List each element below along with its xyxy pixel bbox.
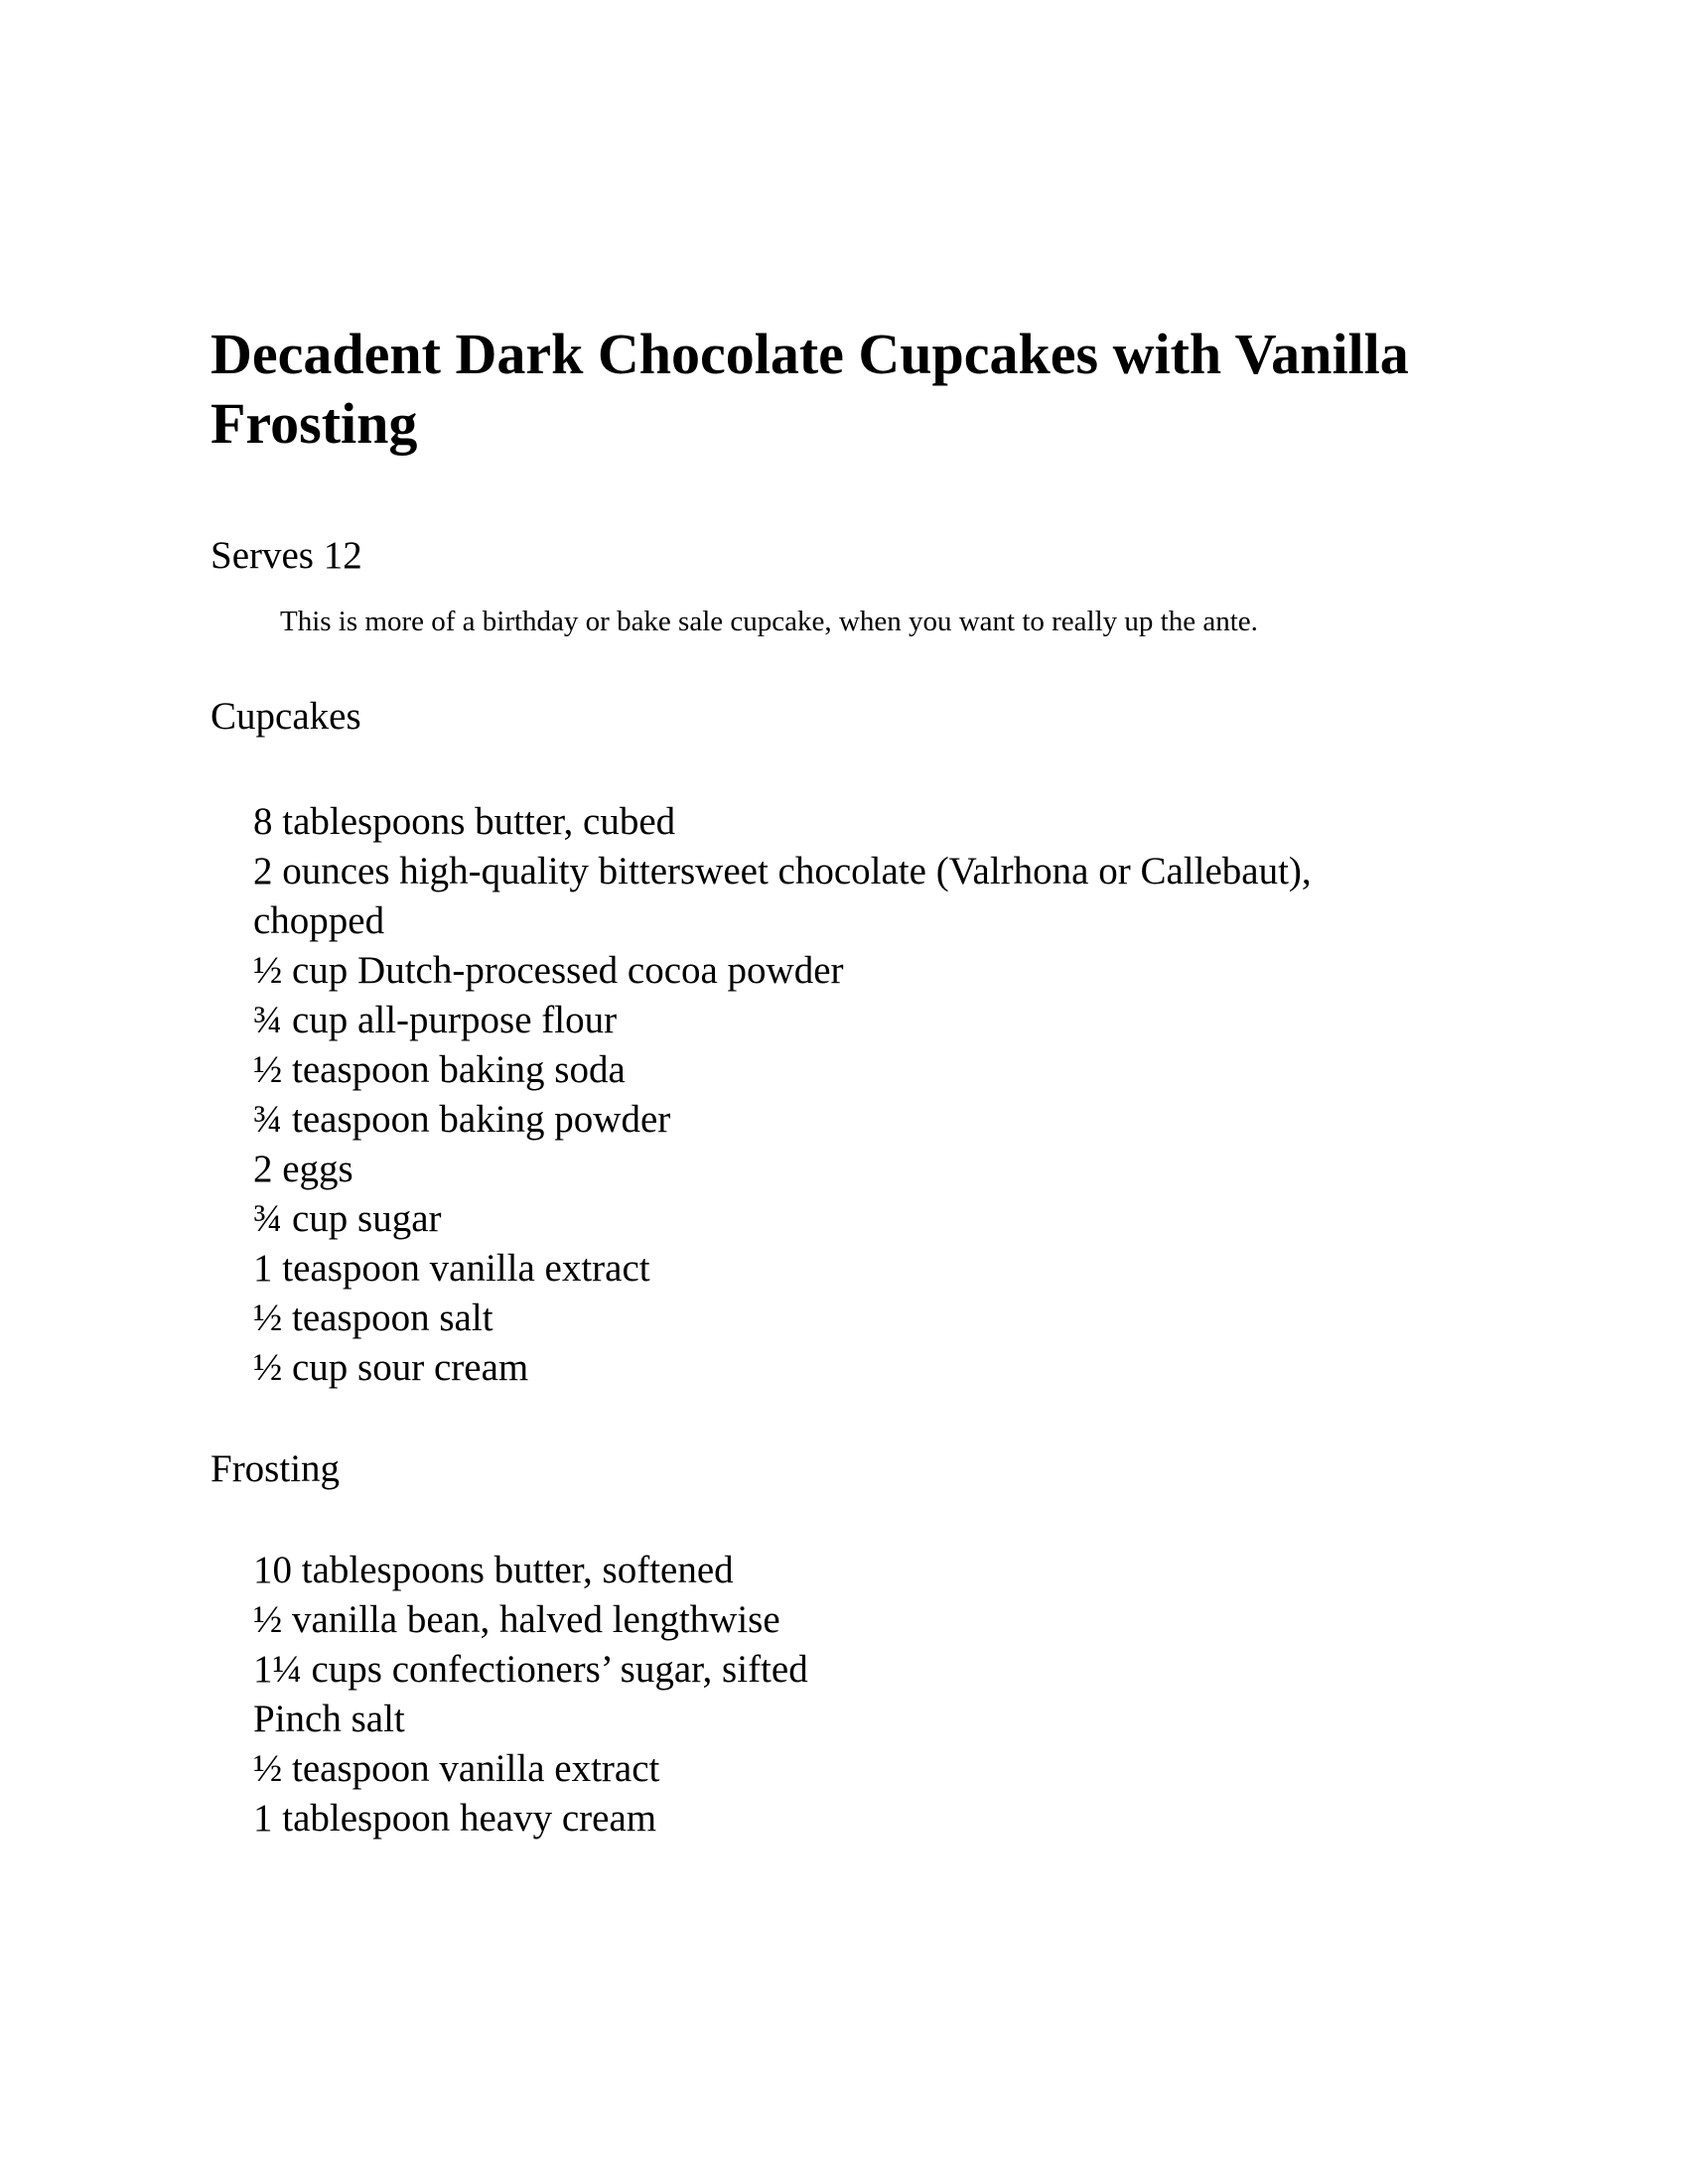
ingredient-item: 10 tablespoons butter, softened <box>253 1549 734 1591</box>
ingredient-item: 1 teaspoon vanilla extract <box>253 1247 650 1290</box>
ingredient-item: ¾ cup sugar <box>253 1197 442 1240</box>
recipe-title: Decadent Dark Chocolate Cupcakes with Vanilla Frosting <box>211 322 1409 456</box>
ingredient-item: ½ cup sour cream <box>253 1346 529 1389</box>
section-heading-frosting: Frosting <box>211 1447 341 1490</box>
ingredient-list-cupcakes <box>253 797 1445 1393</box>
ingredient-list-frosting <box>253 1546 1445 1843</box>
ingredient-item: 2 eggs <box>253 1148 353 1190</box>
ingredient-item: ½ teaspoon vanilla extract <box>253 1747 660 1790</box>
ingredient-item: ½ vanilla bean, halved lengthwise <box>253 1598 780 1641</box>
ingredient-item: ½ teaspoon baking soda <box>253 1048 626 1091</box>
ingredient-item: 2 ounces high-quality bittersweet chocolate (Valrhona or Callebaut), chopped <box>253 850 1312 942</box>
ingredient-item: ¾ teaspoon baking powder <box>253 1098 671 1141</box>
ingredient-item: ¾ cup all-purpose flour <box>253 999 618 1041</box>
ingredient-item: 1¼ cups confectioners’ sugar, sifted <box>253 1648 808 1691</box>
ingredient-item: ½ teaspoon salt <box>253 1297 493 1339</box>
ingredient-item: ½ cup Dutch-processed cocoa powder <box>253 949 844 992</box>
recipe-intro: This is more of a birthday or bake sale cupcake, when you want to really up the ante. <box>280 606 1258 637</box>
ingredient-item: 1 tablespoon heavy cream <box>253 1797 657 1840</box>
ingredient-item: 8 tablespoons butter, cubed <box>253 800 676 843</box>
ingredient-item: Pinch salt <box>253 1698 405 1740</box>
section-heading-cupcakes: Cupcakes <box>211 695 361 738</box>
servings-text: Serves 12 <box>211 534 362 577</box>
